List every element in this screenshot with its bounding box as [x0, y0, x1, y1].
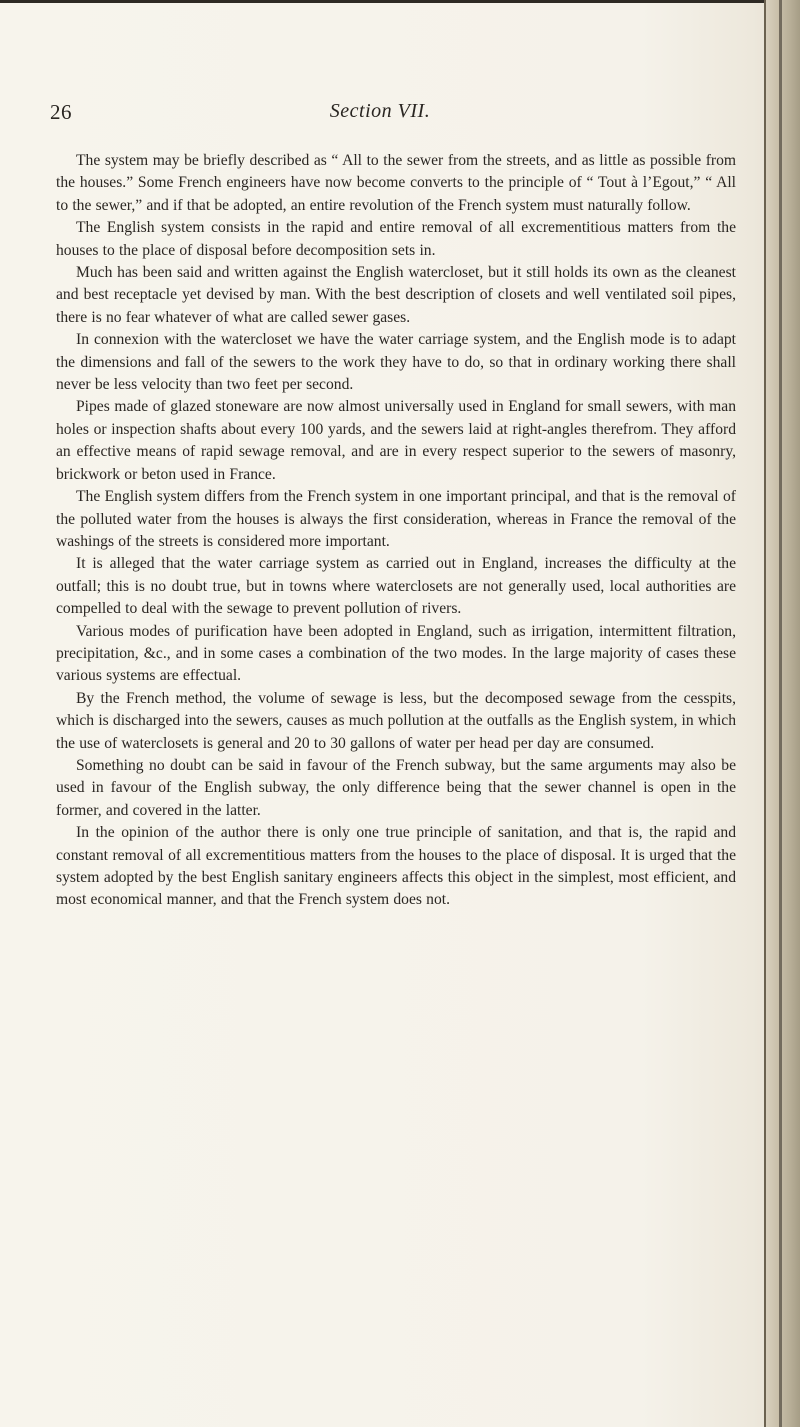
paragraph: Various modes of purification have been adopted in England, such as irrigation, intermittent filtration, precipitation, &c., and in some cases a combination of the two modes. In the large majority of cases these various systems are effectual.: [56, 622, 736, 685]
paragraph: In the opinion of the author there is only one true principle of sanitation, and that is, the rapid and constant removal of all excrementitious matters from the houses to the place of disposal. It is urged that the system adopted by the best English sanitary engineers affects this object in the simplest, most efficient, and most economical manner, and that the French system does not.: [56, 824, 736, 909]
binding-line: [779, 0, 782, 1427]
paragraph: By the French method, the volume of sewage is less, but the decomposed sewage from the cesspits, which is discharged into the sewers, causes as much pollution at the outfalls as the English system, in which the use of waterclosets is general and 20 to 30 gallons of water per head per day are consumed.: [56, 689, 736, 752]
paragraph: Something no doubt can be said in favour of the French subway, but the same arguments may also be used in favour of the English subway, the only difference being that the sewer channel is open in the former, and covered in the latter.: [56, 756, 736, 819]
paragraph: Pipes made of glazed stoneware are now almost universally used in England for small sewers, with man holes or inspection shafts about every 100 yards, and the sewers laid at right-angles therefrom. They afford an effective means of rapid sewage removal, and are in every respect superior to the sewers of masonry, brickwork or beton used in France.: [56, 398, 736, 483]
page-number: 26: [50, 100, 72, 124]
paragraph: In connexion with the watercloset we have the water carriage system, and the English mode is to adapt the dimensions and fall of the sewers to the work they have to do, so that in ordinary working there shall never be less velocity than two feet per second.: [56, 331, 736, 394]
paragraph: The English system differs from the French system in one important principal, and that is the removal of the polluted water from the houses is always the first consideration, whereas in France the removal of the washings of the streets is considered more important.: [56, 488, 736, 550]
paragraph: The English system consists in the rapid and entire removal of all excrementitious matters from the houses to the place of disposal before decomposition sets in.: [56, 219, 736, 259]
paragraph: It is alleged that the water carriage system as carried out in England, increases the difficulty at the outfall; this is no doubt true, but in towns where waterclosets are not generally used, local authorities are compelled to deal with the sewage to prevent pollution of rivers.: [56, 555, 736, 618]
paragraph: Much has been said and written against the English watercloset, but it still holds its own as the cleanest and best receptacle yet devised by man. With the best description of closets and well ventilated soil pipes, there is no fear whatever of what are called sewer gases.: [56, 264, 736, 326]
page-edge: [764, 0, 800, 1427]
body-text: [56, 150, 736, 912]
running-head: Section VII.: [329, 100, 431, 122]
page-header: [50, 100, 750, 130]
top-rule: [0, 0, 800, 3]
paragraph: The system may be briefly described as “ All to the sewer from the streets, and as little as possible from the houses.” Some French engineers have now become converts to the principle of “ Tout à l’Egout,” “ All to the sewer,” and if that be adopted, an entire revolution of the French system must naturally follow.: [56, 152, 736, 214]
